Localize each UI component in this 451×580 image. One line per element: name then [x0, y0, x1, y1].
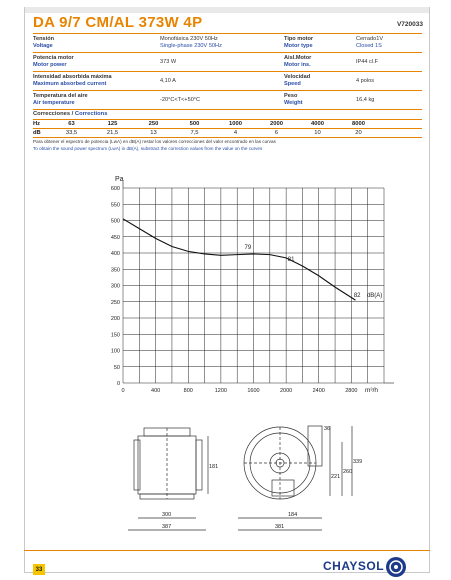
corrections-title — [33, 111, 107, 117]
x-tick-label: 2000 — [280, 388, 293, 394]
spec-table — [33, 33, 422, 110]
spec-label-es: Intensidad absorbida máxima — [33, 74, 112, 80]
spec-label-es: Temperatura del aire — [33, 93, 88, 99]
spec-label-en: Voltage — [33, 43, 53, 49]
sound-level-label: 81 — [287, 257, 295, 264]
corrections-table — [33, 119, 422, 138]
y-tick-label: 200 — [110, 316, 120, 322]
corrections-hz-row — [33, 120, 422, 129]
chart-grid — [123, 180, 394, 383]
spec-value: 4,10 A — [160, 77, 176, 84]
db-cell: 20 — [355, 130, 362, 136]
spec-row-temperature — [33, 91, 422, 110]
spec-value-en: Closed 1S — [356, 43, 382, 49]
x-tick-label: 2800 — [345, 388, 358, 394]
y-tick-label: 50 — [113, 364, 120, 371]
footer-divider — [24, 550, 430, 551]
spec-label-en: Speed — [284, 81, 301, 87]
chart-series — [123, 219, 355, 300]
chart-ylabel: Pa — [115, 176, 124, 183]
hz-cell: 250 — [148, 121, 159, 127]
hz-label: Hz — [33, 121, 41, 127]
spec-label-es: Velocidad — [284, 74, 311, 80]
x-tick-label: 400 — [151, 388, 161, 394]
y-tick-label: 500 — [110, 218, 120, 225]
y-tick-label: 450 — [110, 234, 120, 241]
x-tick-label: 800 — [183, 388, 193, 394]
corrections-title-en: Corrections — [74, 111, 108, 117]
dim-label: 381 — [275, 524, 285, 530]
hz-cell: 2000 — [270, 121, 283, 127]
dim-label: 339 — [353, 459, 363, 465]
dim-label: 184 — [288, 512, 298, 518]
spec-label-en: Motor ins. — [284, 62, 311, 68]
spec-value: 16,4 kg — [356, 96, 375, 103]
fan-curve-line — [123, 219, 355, 300]
x-tick-label: 2400 — [312, 388, 325, 394]
corrections-title-es: Correcciones — [33, 111, 71, 117]
brand-logo-icon — [385, 556, 407, 578]
spec-value: -20°C<T<+50°C — [160, 96, 201, 103]
dim-label: 221 — [331, 474, 341, 480]
spec-value: Cerrado1V — [356, 36, 384, 42]
dim-label: 260 — [343, 469, 353, 475]
x-tick-label: 0 — [121, 388, 125, 394]
y-tick-label: 400 — [110, 251, 120, 257]
hz-cell: 4000 — [311, 121, 324, 127]
spec-row-voltage — [33, 34, 422, 53]
spec-value: 4 polos — [356, 77, 375, 84]
fan-curve-chart — [93, 170, 403, 395]
spec-row-power — [33, 53, 422, 72]
db-cell: 6 — [274, 130, 279, 136]
x-tick-label: 1200 — [214, 388, 227, 394]
x-tick-label: 1600 — [247, 388, 260, 394]
chart-xlabel: m³/h — [365, 387, 378, 394]
y-tick-label: 300 — [110, 283, 120, 290]
db-cell: 21,5 — [106, 130, 119, 136]
dim-label: 36 — [324, 426, 331, 432]
chart-ticks — [111, 186, 358, 394]
brand-name: CHAYSOL — [323, 559, 385, 573]
spec-label-en: Weight — [284, 100, 303, 106]
db-cell: 33,5 — [65, 130, 78, 136]
dimension-drawing — [120, 418, 410, 546]
product-code: V720033 — [396, 21, 423, 28]
spec-value: 373 W — [160, 58, 177, 65]
y-tick-label: 250 — [110, 299, 120, 306]
spec-label-es: Tensión — [33, 36, 55, 42]
spec-value: IP44 cl.F — [356, 58, 379, 65]
corrections-note-es: Para obtener el espectro de potencia (LwA) en dB(A) restar los valores correcciones del valor encontrado en las curvas — [33, 139, 276, 144]
y-tick-label: 350 — [110, 267, 120, 274]
db-cell: 7,5 — [190, 130, 199, 136]
spec-label-en: Air temperature — [33, 100, 75, 106]
corrections-note-en: To obtain the sound power spectrum (LwA) in dB(A), substract the correction values from the value on the curves — [33, 146, 263, 151]
sound-level-label: 79 — [244, 245, 252, 252]
spec-label-en: Motor power — [33, 62, 67, 68]
sound-level-label: 82 — [353, 292, 361, 299]
hz-cell: 63 — [68, 121, 75, 127]
db-label: dB — [33, 130, 41, 136]
spec-label-es: Aisl.Motor — [284, 55, 312, 61]
dim-label: 181 — [209, 464, 219, 470]
y-tick-label: 600 — [110, 186, 120, 192]
spec-value-en: Single-phase 230V 50Hz — [160, 43, 222, 49]
product-title: DA 9/7 CM/AL 373W 4P — [33, 14, 203, 31]
y-tick-label: 100 — [110, 348, 120, 355]
corrections-title-sep: / — [70, 111, 75, 117]
hz-cell: 1000 — [229, 121, 242, 127]
spec-label-en: Maximum absorbed current — [33, 81, 107, 87]
y-tick-label: 0 — [116, 381, 120, 387]
y-tick-label: 550 — [110, 202, 120, 209]
sound-level-label: dB(A) — [366, 292, 383, 299]
hz-cell: 125 — [107, 121, 118, 127]
hz-cell: 8000 — [352, 121, 365, 127]
y-tick-label: 150 — [110, 332, 120, 339]
spec-label-es: Potencia motor — [33, 55, 74, 61]
spec-label-es: Peso — [284, 93, 298, 99]
spec-label-es: Tipo motor — [284, 36, 314, 42]
spec-row-current — [33, 72, 422, 91]
db-cell: 10 — [314, 130, 321, 136]
db-cell: 4 — [233, 130, 238, 136]
spec-value: Monofásica 230V 50Hz — [160, 36, 218, 42]
dim-label: 300 — [162, 512, 172, 518]
page-number: 33 — [33, 564, 45, 575]
spec-label-en: Motor type — [284, 43, 313, 49]
corrections-db-row — [33, 129, 422, 138]
hz-cell: 500 — [189, 121, 200, 127]
dim-label: 387 — [162, 524, 172, 530]
db-cell: 13 — [150, 130, 157, 136]
